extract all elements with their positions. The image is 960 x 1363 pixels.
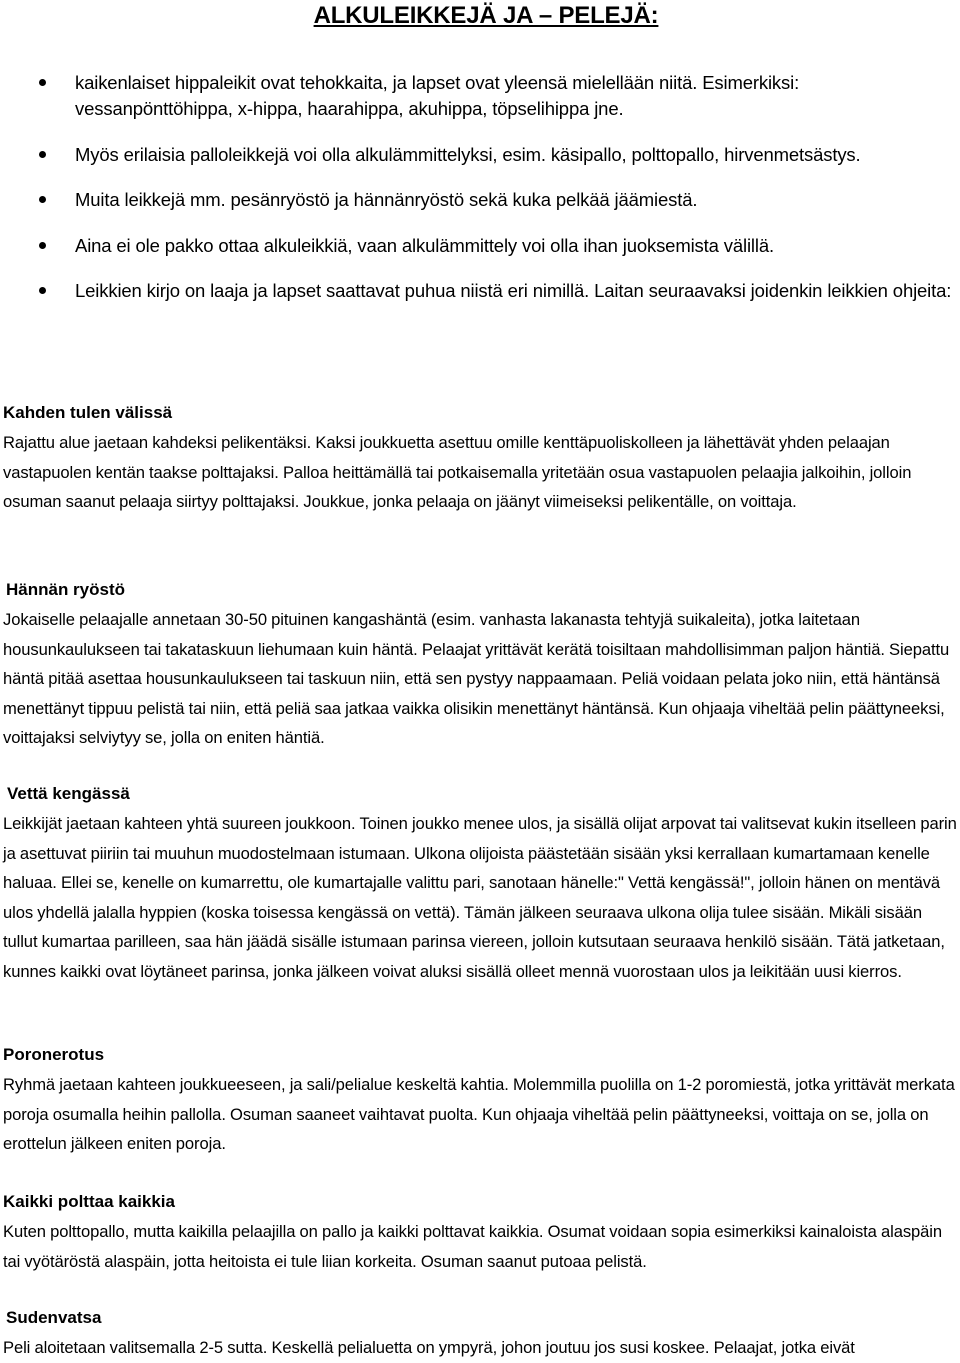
section-kahden-tulen-valissa [3,401,958,517]
section-text: Rajattu alue jaetaan kahdeksi pelikentäksi. Kaksi joukkuetta asettuu omille kenttäpuoliskolleen ja lähettävät yhden pelaajan vastapuolen kentän taakse polttajaksi. Palloa heittämällä tai potkaisemalla yritetään osua vastapuolen pelaajia jalkoihin, jolloin osuman saanut pelaaja siirtyy polttajaksi. Joukkue, jonka pelaaja on jäänyt viimeiseksi pelikentälle, on voittaja. [3,433,912,511]
bullet-icon [39,242,46,249]
section-heading: Poronerotus [3,1045,105,1064]
section-text: Peli aloitetaan valitsemalla 2-5 sutta. Keskellä pelialuetta on ympyrä, johon joutuu jos susi koskee. Pelaajat, jotka eivät [3,1338,855,1357]
bullet-text: Aina ei ole pakko ottaa alkuleikkiä, vaan alkulämmittely voi olla ihan juoksemista välillä. [75,234,774,256]
bullet-item [0,142,960,168]
section-heading: Kaikki polttaa kaikkia [3,1192,175,1211]
bullet-text: kaikenlaiset hippaleikit ovat tehokkaita, ja lapset ovat yleensä mielellään niitä. Esimerkiksi: vessanpönttöhippa, x-hippa, haarahippa, akuhippa, töpselihippa jne. [75,72,800,119]
section-vetta-kengassa [3,782,958,986]
section-heading: Hännän ryöstö [6,580,126,599]
bullet-item [0,70,960,122]
intro-bullet-list [0,70,960,324]
section-sudenvatsa [3,1306,958,1363]
section-text: Kuten polttopallo, mutta kaikilla pelaajilla on pallo ja kaikki polttavat kaikkia. Osumat voidaan sopia esimerkiksi kainaloista alaspäin tai vyötäröstä alaspäin, jotta heitoista ei tule liian korkeita. Osuman saanut putoaa pelistä. [3,1222,943,1271]
section-kaikki-polttaa-kaikkia [3,1190,958,1276]
bullet-text: Muita leikkejä mm. pesänryöstö ja hännänryöstö sekä kuka pelkää jäämiestä. [75,189,698,210]
page-title: ALKULEIKKEJÄ JA – PELEJÄ: [313,2,659,29]
bullet-text: Myös erilaisia palloleikkejä voi olla alkulämmittelyksi, esim. käsipallo, polttopallo, hirvenmetsästys. [75,143,861,165]
bullet-text: Leikkien kirjo on laaja ja lapset saattavat puhua niistä eri nimillä. Laitan seuraavaksi joidenkin leikkien ohjeita: [75,280,952,301]
bullet-icon [39,196,46,203]
section-text: Ryhmä jaetaan kahteen joukkueeseen, ja sali/pelialue keskeltä kahtia. Molemmilla puolilla on 1-2 poromiestä, jotka yrittävät merkata poroja osumalla heihin pallolla. Osuman saaneet vaihtavat puolta. Kun ohjaaja viheltää pelin päättyneeksi, voittaja on se, jolla on erottelun jälkeen eniten poroja. [3,1075,955,1153]
bullet-item [0,233,960,259]
bullet-icon [39,287,46,294]
bullet-icon [39,151,46,158]
section-heading: Sudenvatsa [6,1308,102,1327]
section-heading: Vettä kengässä [7,784,130,803]
section-poronerotus [3,1043,958,1159]
section-hannan-ryosto [3,578,958,753]
bullet-item [0,187,960,213]
bullet-icon [39,79,46,86]
section-heading: Kahden tulen välissä [3,403,173,422]
section-text: Leikkijät jaetaan kahteen yhtä suureen joukkoon. Toinen joukko menee ulos, ja sisällä olijat arpovat tai valitsevat kukin itselleen parin ja asettuvat piiriin tai muuhun muodostelmaan istumaan. Ulkona olijoista päästetään sisään yksi kerrallaan kumartamaan kenelle haluaa. Ellei se, kenelle on kumarrettu, ole kumartajalle valittu pari, sanotaan hänelle:" Vettä kengässä!", jolloin hänen on mentävä ulos yhdellä jalalla hyppien (koska toisessa kengässä on vettä). Tämän jälkeen seuraava ulkona olija tulee sisään. Mikäli sisään tullut kumartaa parilleen, saa hän jäädä sisälle istumaan parinsa viereen, jolloin kutsutaan seuraava henkilö sisään. Tätä jatketaan, kunnes kaikki ovat löytäneet parinsa, jonka jälkeen voivat aluksi sisällä olleet mennä vuorostaan ulos ja leikitään uusi kierros. [3,814,957,981]
bullet-item [0,278,960,304]
section-text: Jokaiselle pelaajalle annetaan 30-50 pituinen kangashäntä (esim. vanhasta lakanasta tehtyjä suikaleita), jotka laitetaan housunkaulukseen tai takataskuun liehumaan kuin häntä. Pelaajat yrittävät kerätä toisiltaan mahdollisimman paljon häntiä. Siepattu häntä pitää asettaa housunkaulukseen tai taskuun niin, että sen pystyy nappaamaan. Peliä voidaan pelata joko niin, että häntänsä menettänyt tippuu pelistä tai niin, että peliä saa jatkaa vaikka olisikin menettänyt häntänsä. Kun ohjaaja viheltää pelin päättyneeksi, voittajaksi selviytyy se, jolla on eniten häntiä. [3,610,950,747]
